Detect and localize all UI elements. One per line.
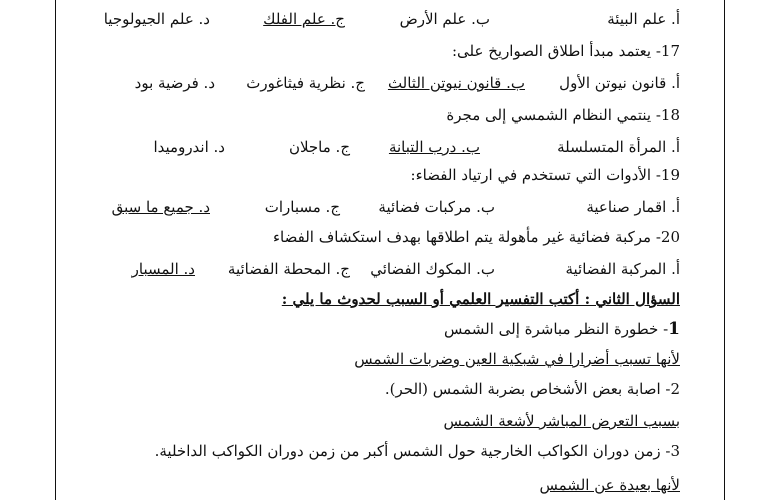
page-border-left: [55, 0, 56, 500]
explain-item-1-number: 1: [668, 319, 680, 339]
q17-text: 17- يعتمد مبدأ اطلاق الصواريخ على:: [451, 42, 680, 60]
q18-option-b: ب. درب التبانة: [388, 138, 480, 156]
q19-option-d: د. جميع ما سبق: [111, 198, 210, 216]
explain-item-1-text: - خطورة النظر مباشرة إلى الشمس: [443, 320, 669, 338]
q20-option-c: ج. المحطة الفضائية: [227, 260, 350, 278]
q16-option-c: ج. علم الفلك: [263, 10, 345, 28]
q18-option-c: ج. ماجلان: [288, 138, 350, 156]
section2-title: السؤال الثاني : أكتب التفسير العلمي أو السبب لحدوث ما يلي :: [281, 290, 680, 308]
page-border-right: [724, 0, 725, 500]
q16-option-a: أ. علم البيئة: [607, 10, 680, 28]
q19-option-a: أ. اقمار صناعية: [586, 198, 680, 216]
explain-item-1: [444, 318, 680, 340]
q19-option-c: ج. مسبارات: [264, 198, 340, 216]
q18-text: 18- ينتمي النظام الشمسي إلى مجرة: [446, 106, 680, 124]
explain-item-3-answer: لأنها بعيدة عن الشمس: [539, 476, 680, 494]
q18-option-d: د. اندروميدا: [153, 138, 225, 156]
explain-item-3-text: - زمن دوران الكواكب الخارجية حول الشمس أكبر من زمن دوران الكواكب الداخلية.: [154, 442, 671, 460]
q18-option-a: أ. المرأة المتسلسلة: [557, 138, 680, 156]
explain-item-3: [155, 440, 680, 462]
q19-option-b: ب. مركبات فضائية: [378, 198, 495, 216]
q17-option-b: ب. قانون نيوتن الثالث: [387, 74, 525, 92]
q17-option-a: أ. قانون نيوتن الأول: [559, 74, 680, 92]
q20-text: 20- مركبة فضائية غير مأهولة يتم اطلاقها بهدف استكشاف الفضاء: [272, 228, 680, 246]
explain-item-2: [385, 378, 680, 400]
q17-option-d: د. فرضية بود: [134, 74, 215, 92]
explain-item-1-answer: لأنها تسبب أضرارا في شبكية العين وضربات الشمس: [354, 350, 680, 368]
q16-option-d: د. علم الجيولوجيا: [103, 10, 210, 28]
explain-item-2-text: - اصابة بعض الأشخاص بضربة الشمس (الحر).: [384, 380, 671, 398]
q17-option-c: ج. نظرية فيثاغورث: [246, 74, 365, 92]
explain-item-3-number: 3: [670, 442, 680, 460]
q20-option-a: أ. المركبة الفضائية: [565, 260, 680, 278]
q19-text: 19- الأدوات التي تستخدم في ارتياد الفضاء:: [410, 166, 680, 184]
q20-option-d: د. المسبار: [131, 260, 195, 278]
explain-item-2-answer: بسبب التعرض المباشر لأشعة الشمس: [443, 412, 680, 430]
q16-option-b: ب. علم الأرض: [399, 10, 490, 28]
explain-item-2-number: 2: [670, 380, 680, 398]
q20-option-b: ب. المكوك الفضائي: [370, 260, 495, 278]
